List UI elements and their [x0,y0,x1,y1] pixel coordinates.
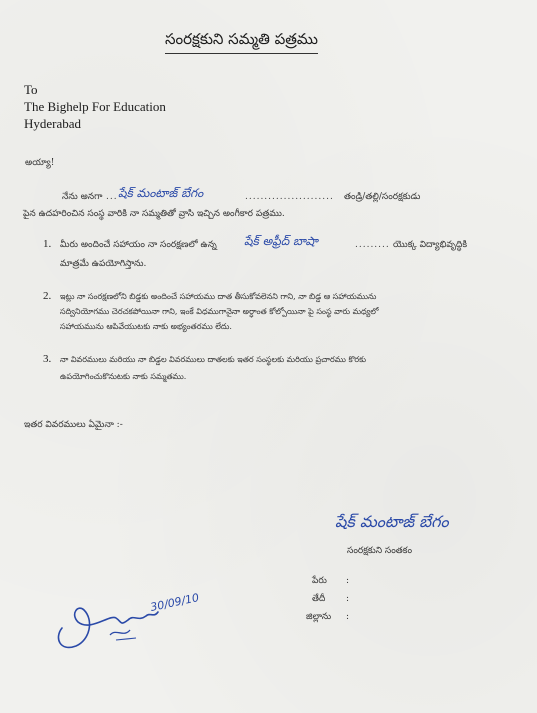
item-2-line1: ఇట్లు నా సంరక్షణలోని బిడ్డకు అందించే సహాయము దాత తీసుకోవలెనని గాని, నా బిడ్డ ఆ సహాయమును [60,292,377,301]
field-name-label: పేరు [312,576,327,586]
salutation: అయ్యా! [25,158,55,168]
item-2-number: 2. [43,290,52,302]
officer-signature-icon [50,580,230,660]
intro-dots-left: ... [106,192,118,202]
item-3-line2: ఉపయోగించుకొనుటకు నాకు సమ్మతము. [60,372,187,381]
student-name-handwritten: షేక్ అఫ్రీద్ బాషా [244,234,318,248]
item-1-line2: మాత్రమే ఉపయోగిస్తాను. [60,259,147,269]
field-date-sep: : [346,594,350,604]
address-org: The Bighelp For Education [24,99,166,114]
guardian-signature-label: సంరక్షకుని సంతకం [347,546,413,556]
item-3-number: 3. [43,353,52,365]
item-3-line1: నా వివరములు మరియు నా బిడ్డల వివరములు దాతలకు ఇతర సంస్థలకు మరియు ప్రచారము కొరకు [60,355,367,364]
field-date-label: తేదీ [312,594,326,604]
officer-signature-date: 30/09/10 [149,591,201,614]
item-1-line1-suffix: యొక్క విద్యాభివృద్ధికి [393,240,468,250]
intro-dots-right: ....................... [245,192,334,202]
item-1-dots: ......... [355,240,390,250]
item-1-line1-prefix: మీరు అందించే సహాయం నా సంరక్షణలో ఉన్న [60,240,217,250]
intro-line2: పైన ఉదహరించిన సంస్థ వారికి నా సమ్మతితో వ్రాసి ఇచ్చిన అంగీకార పత్రము. [23,209,285,219]
field-name-sep: : [346,576,350,586]
item-1-number: 1. [43,238,52,250]
field-district-label: జిల్లాను [306,612,332,622]
other-details-label: ఇతర వివరములు ఏమైనా :- [24,420,123,430]
item-2-line2: సద్వినియోగము చెరచకపోయినా గాని, ఇంకే విధముగానైనా అర్ధాంత కోల్పోయినా పై సంస్థ వారు మధ్యలో [60,307,379,316]
intro-prefix: నేను అనగా [62,192,103,202]
address-to: To [24,82,38,97]
guardian-name-handwritten: షేక్ మంటాజ్ బేగం [118,186,204,200]
field-district-sep: : [346,612,350,622]
guardian-signature: షేక్ మంటాజ్ బేగం [335,512,449,531]
intro-suffix: తండ్రి/తల్లి/సంరక్షకుడు [344,192,421,202]
item-2-line3: సహాయమును ఆపివేయుటకు నాకు అభ్యంతరము లేదు. [60,322,232,331]
page-title: సంరక్షకుని సమ్మతి పత్రము [165,30,318,54]
address-city: Hyderabad [24,116,82,131]
